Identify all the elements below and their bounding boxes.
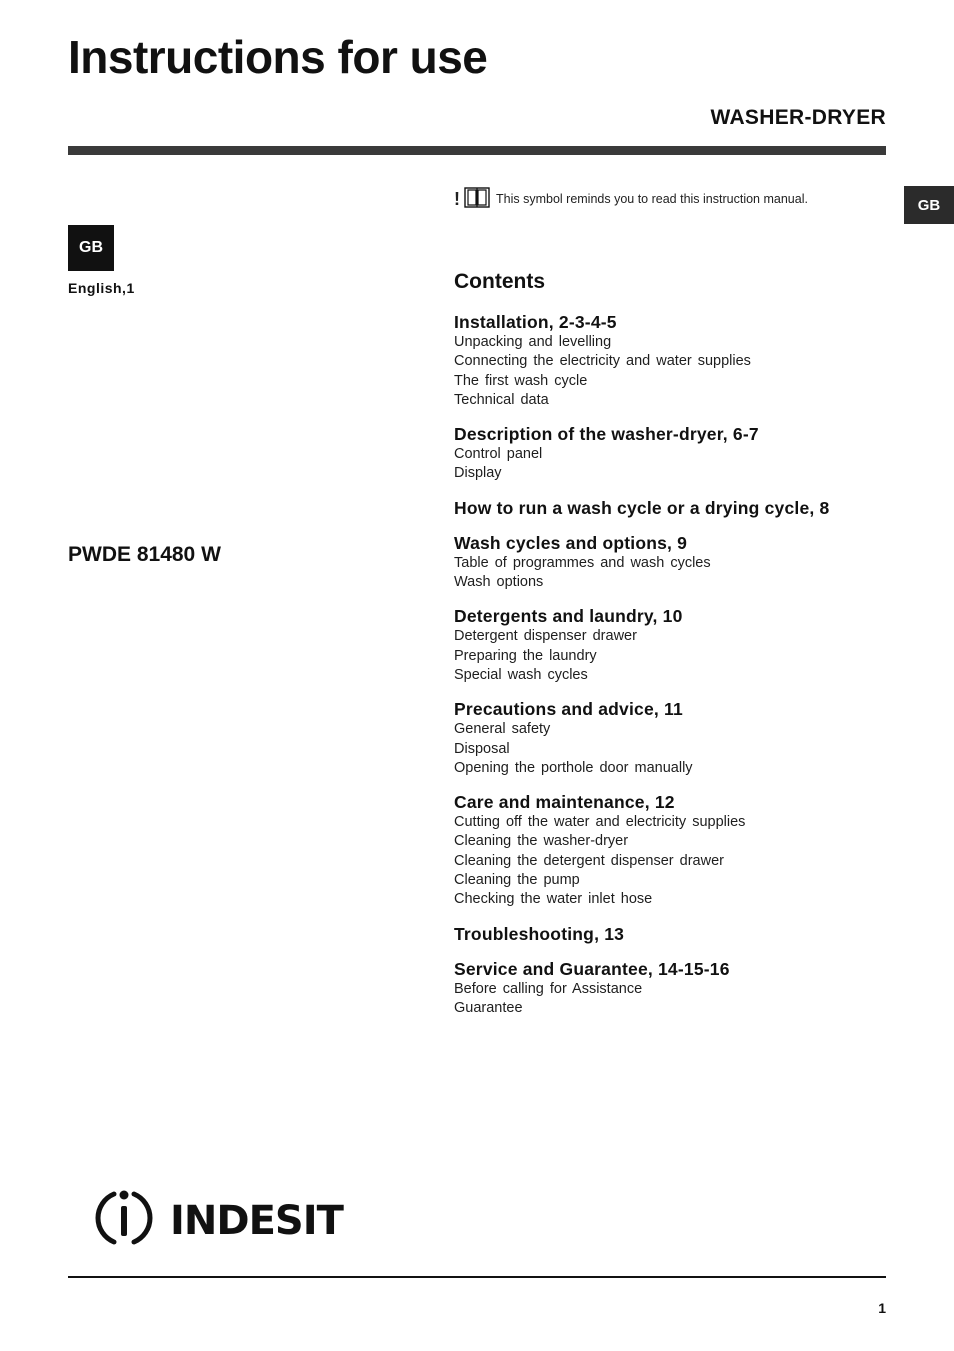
manual-notice (454, 186, 808, 211)
toc-item: Disposal (454, 740, 510, 757)
toc-item: Cleaning the detergent dispenser drawer (454, 852, 724, 869)
brand-logo (92, 1186, 343, 1255)
toc-item: Checking the water inlet hose (454, 891, 653, 908)
page-number: 1 (878, 1300, 886, 1316)
language-label: English,1 (68, 280, 135, 296)
toc-section-title: How to run a wash cycle or a drying cycle, 8 (454, 497, 830, 518)
toc-item: Cleaning the pump (454, 872, 580, 889)
contents-heading: Contents (454, 270, 545, 293)
language-side-tab: GB (904, 186, 954, 224)
toc-section (454, 497, 894, 519)
model-number: PWDE 81480 W (68, 543, 221, 566)
toc-item: Unpacking and levelling (454, 334, 612, 350)
toc-item: Control panel (454, 446, 543, 463)
toc-item: Guarantee (454, 999, 523, 1016)
toc-item: Cutting off the water and electricity supplies (454, 814, 746, 831)
toc-section (454, 532, 894, 593)
indesit-logo-icon (92, 1186, 156, 1255)
footer-divider (68, 1276, 886, 1278)
book-icon (464, 186, 496, 211)
toc-section-title: Wash cycles and options, 9 (454, 532, 688, 553)
toc-section-title: Troubleshooting, 13 (454, 923, 625, 944)
toc-section-title: Detergents and laundry, 10 (454, 606, 683, 627)
toc-section-title: Service and Guarantee, 14-15-16 (454, 958, 730, 979)
toc-item: Detergent dispenser drawer (454, 628, 637, 645)
toc-section (454, 423, 894, 484)
toc-item: Cleaning the washer-dryer (454, 833, 629, 850)
toc-item: Table of programmes and wash cycles (454, 554, 711, 571)
toc-item: The first wash cycle (454, 372, 588, 389)
language-code-badge: GB (68, 225, 114, 271)
toc-section-title: Precautions and advice, 11 (454, 699, 683, 720)
toc-item: General safety (454, 721, 551, 738)
toc-item: Wash options (454, 574, 544, 591)
toc-section (454, 791, 894, 909)
toc-item: Preparing the laundry (454, 647, 597, 664)
notice-text: This symbol reminds you to read this instruction manual. (496, 191, 808, 206)
toc-section-title: Installation, 2-3-4-5 (454, 312, 617, 332)
toc-item: Technical data (454, 391, 549, 408)
toc-section (454, 311, 894, 410)
toc-item: Display (454, 465, 502, 482)
toc-item: Opening the porthole door manually (454, 759, 693, 776)
warning-mark: ! (454, 188, 460, 209)
toc-section-title: Description of the washer-dryer, 6-7 (454, 424, 759, 445)
toc-item: Special wash cycles (454, 666, 588, 683)
table-of-contents (454, 311, 894, 1031)
brand-name: INDESIT (170, 1197, 343, 1244)
toc-item: Connecting the electricity and water supplies (454, 353, 751, 370)
toc-section (454, 923, 894, 945)
product-type: WASHER-DRYER (710, 106, 886, 129)
toc-section-title: Care and maintenance, 12 (454, 792, 675, 813)
toc-section (454, 698, 894, 778)
toc-section (454, 605, 894, 685)
header-divider (68, 146, 886, 155)
toc-item: Before calling for Assistance (454, 980, 643, 997)
page-title: Instructions for use (68, 31, 488, 83)
toc-section (454, 958, 894, 1019)
